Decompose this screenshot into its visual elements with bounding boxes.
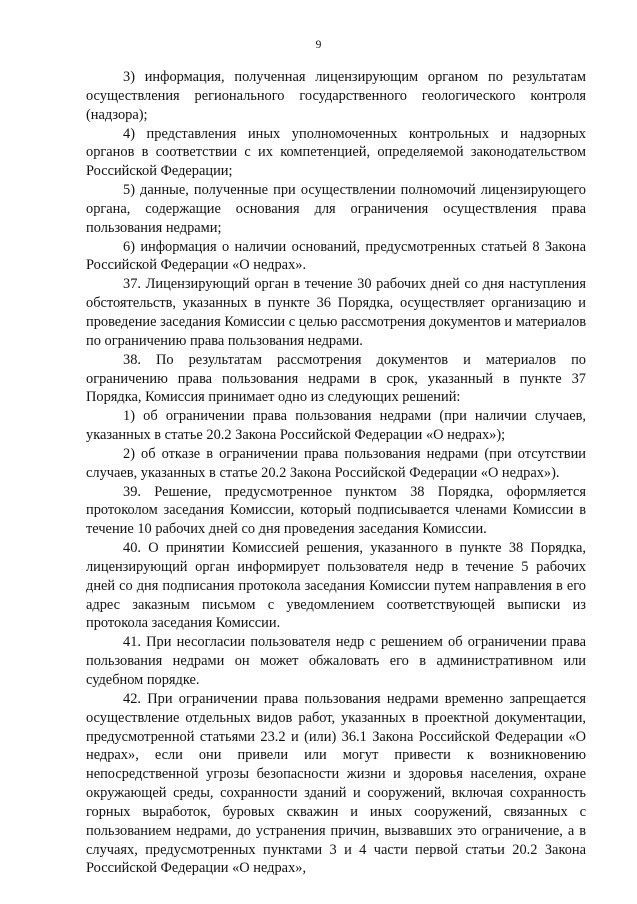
page-number: 9 bbox=[315, 39, 322, 51]
paragraph-item-5: 5) данные, полученные при осуществлении полномочий лицензирующего органа, содержащие основания для ограничения осуществления права пользования недрами; bbox=[86, 182, 586, 236]
paragraph-42: 42. При ограничении права пользования недрами временно запрещается осуществление отдельных видов работ, указанных в проектной документации, предусмотренной статьями 23.2 и (или) 36.1 Закона Российской Федерации «О недрах», если они привели или могут привести к возникновению непосредственной угрозы безопасности жизни и здоровья населения, охране окружающей среды, сохранности зданий и сооружений, включая сохранность горных выработок, буровых скважин и иных сооружений, связанных с пользованием недрами, до устранения причин, вызвавших это ограничение, а в случаях, предусмотренных пунктами 3 и 4 части первой статьи 20.2 Закона Российской Федерации «О недрах», bbox=[86, 690, 586, 877]
paragraph-37: 37. Лицензирующий орган в течение 30 рабочих дней со дня наступления обстоятельств, указанных в пункте 36 Порядка, осуществляет организацию и проведение заседания Комиссии с целью рассмотрения документов и материалов по ограничению права пользования недрами. bbox=[86, 276, 586, 349]
paragraph-38: 38. По результатам рассмотрения документов и материалов по ограничению права пользования недрами в срок, указанный в пункте 37 Порядка, Комиссия принимает одно из следующих решений: bbox=[86, 351, 586, 406]
paragraph-38-item-2: 2) об отказе в ограничении права пользования недрами (при отсутствии случаев, указанных в статье 20.2 Закона Российской Федерации «О недрах»). bbox=[86, 445, 586, 481]
paragraph-item-4: 4) представления иных уполномоченных контрольных и надзорных органов в соответствии с их компетенцией, определяемой законодательством Российской Федерации; bbox=[86, 125, 586, 180]
paragraph-39: 39. Решение, предусмотренное пунктом 38 Порядка, оформляется протоколом заседания Комиссии, который подписывается членами Комиссии в течение 10 рабочих дней со дня проведения заседания Комиссии. bbox=[86, 483, 586, 538]
paragraph-item-3: 3) информация, полученная лицензирующим органом по результатам осуществления регионального государственного геологического контроля (надзора); bbox=[86, 69, 586, 123]
paragraph-38-item-1: 1) об ограничении права пользования недрами (при наличии случаев, указанных в статье 20.2 Закона Российской Федерации «О недрах»); bbox=[86, 408, 586, 444]
paragraph-item-6: 6) информация о наличии оснований, предусмотренных статьей 8 Закона Российской Федерации «О недрах». bbox=[86, 238, 586, 274]
paragraph-40: 40. О принятии Комиссией решения, указанного в пункте 38 Порядка, лицензирующий орган информирует пользователя недр в течение 5 рабочих дней со дня подписания протокола заседания Комиссии путем направления в его адрес заказным письмом с уведомлением соответствующей выписки из протокола заседания Комиссии. bbox=[86, 540, 586, 632]
document-body bbox=[86, 68, 586, 878]
paragraph-41: 41. При несогласии пользователя недр с решением об ограничении права пользования недрами он может обжаловать его в административном или судебном порядке. bbox=[86, 634, 586, 688]
